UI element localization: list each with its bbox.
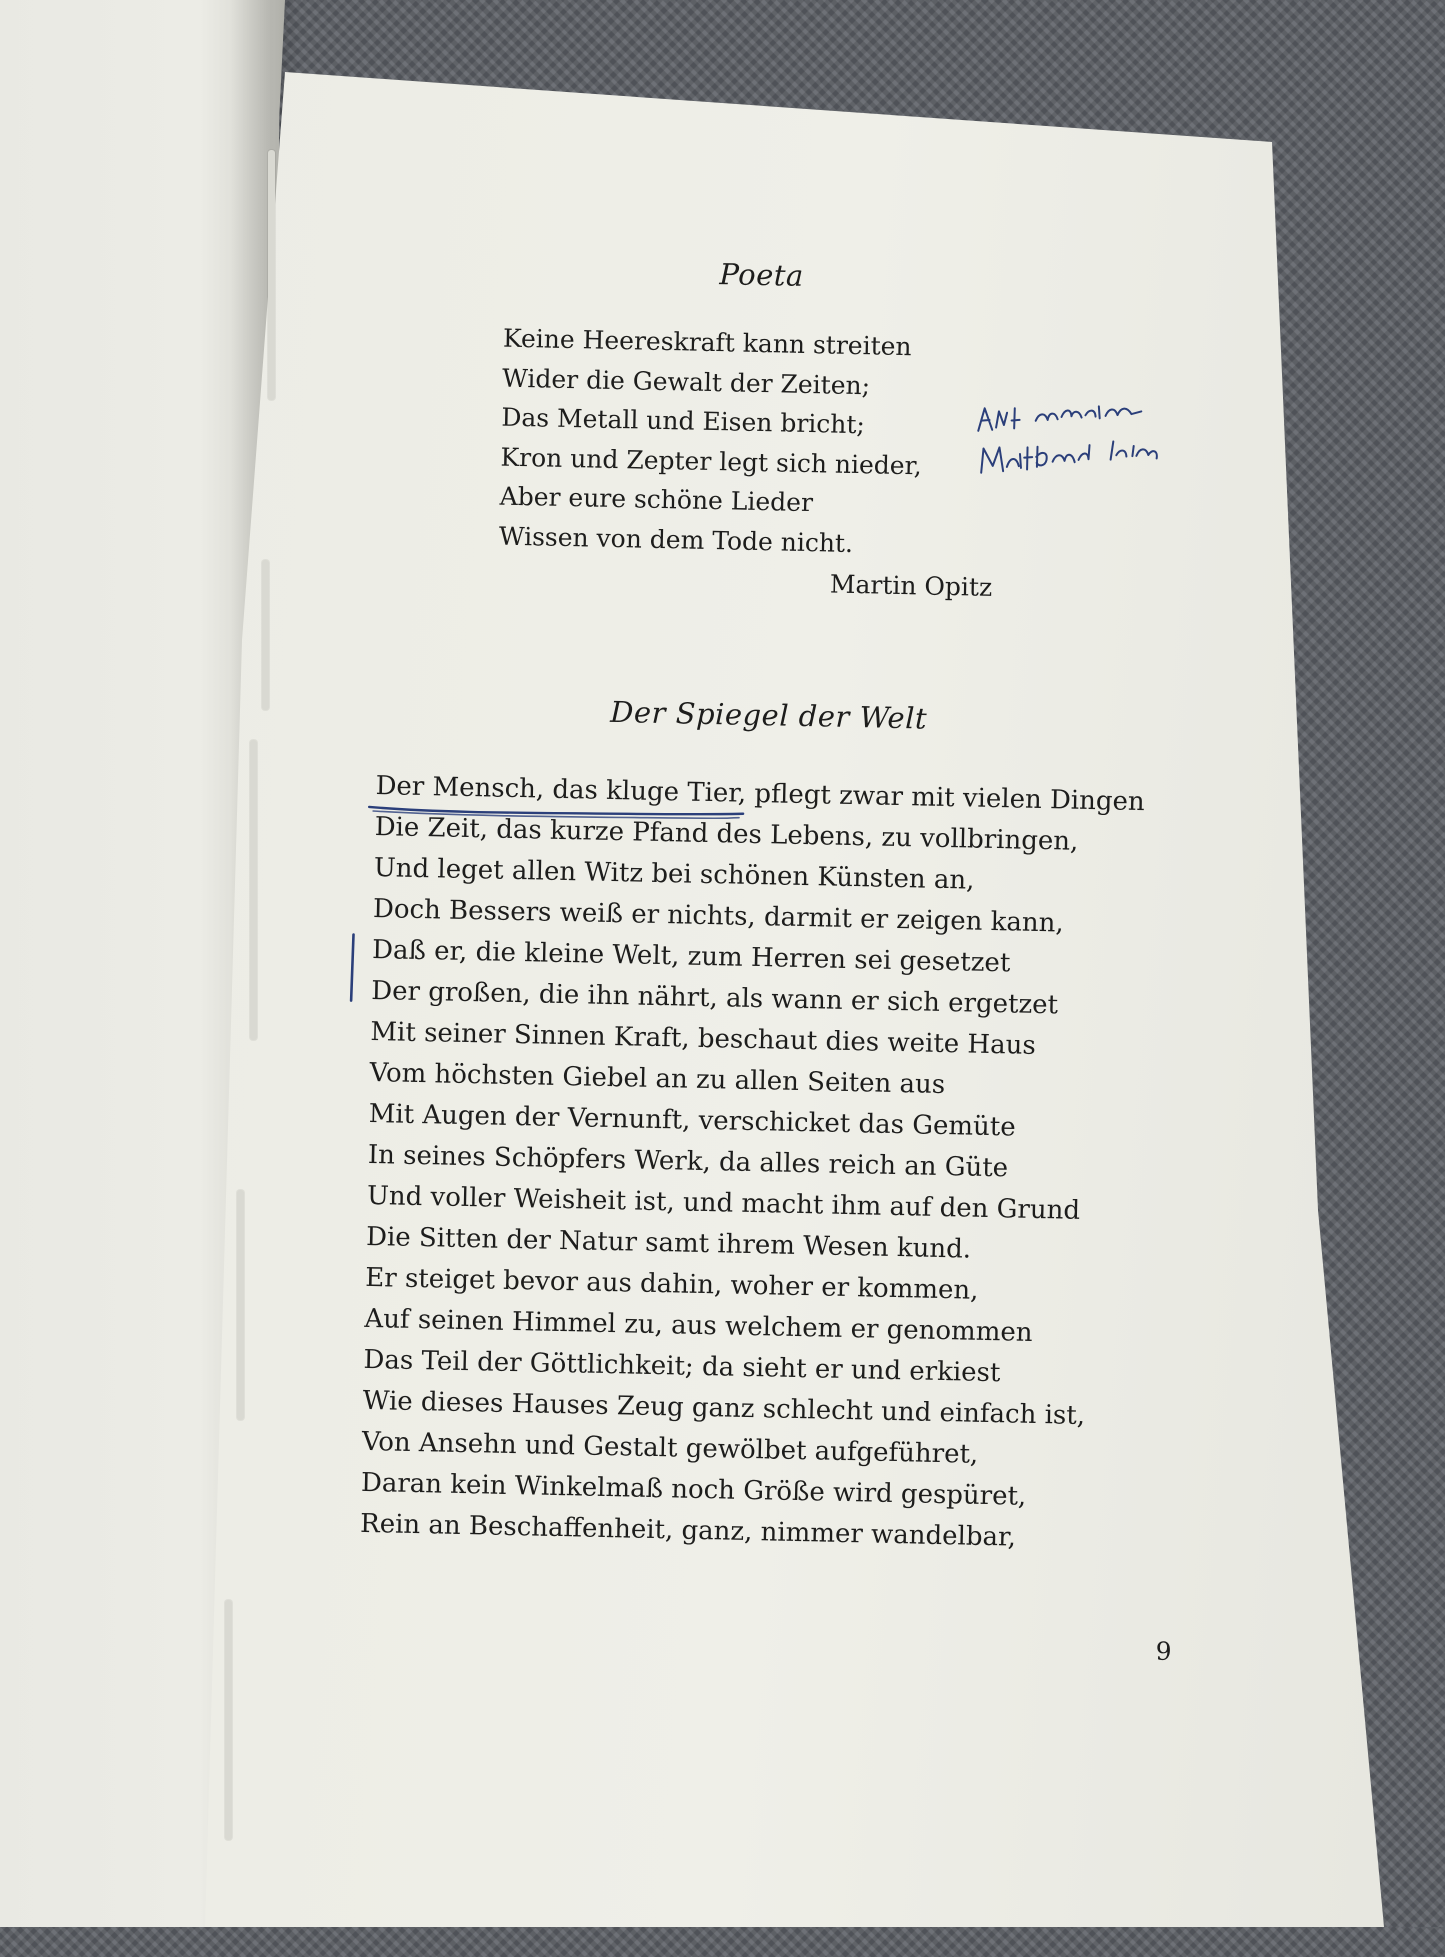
poem-line: Von Ansehn und Gestalt gewölbet aufgeführet, — [361, 1426, 979, 1470]
poem-spiegel — [360, 766, 1145, 1561]
poem-line: Rein an Beschaffenheit, ganz, nimmer wandelbar, — [359, 1508, 1017, 1553]
poem-line: Mit Augen der Vernunft, verschicket das Gemüte — [368, 1098, 1016, 1143]
poem-line: Aber eure schöne Lieder — [499, 481, 814, 518]
poem-line: Die Zeit, das kurze Pfand des Lebens, zu vollbringen, — [374, 812, 1079, 857]
poem-line: Mit seiner Sinnen Kraft, beschaut dies weite Haus — [370, 1016, 1037, 1061]
poem-line: Das Teil der Göttlichkeit; da sieht er und erkiest — [363, 1344, 1001, 1389]
poem-line: Wissen von dem Tode nicht. — [498, 521, 854, 558]
poem-line: Wie dieses Hauses Zeug ganz schlecht und einfach ist, — [362, 1385, 1086, 1432]
page-number: 9 — [1155, 1636, 1172, 1666]
poem-line: Der großen, die ihn nährt, als wann er sich ergetzet — [371, 975, 1059, 1021]
poem-poeta — [498, 319, 924, 565]
poem-line: Daran kein Winkelmaß noch Größe wird gespüret, — [360, 1467, 1027, 1512]
poem-line: Das Metall und Eisen bricht; — [501, 402, 866, 440]
poem-line: Der Mensch, das kluge Tier, pflegt zwar mit vielen Dingen — [375, 771, 1145, 818]
poem-line: Er steiget bevor aus dahin, woher er kommen, — [365, 1262, 979, 1306]
poem-line: Keine Heereskraft kann streiten — [502, 323, 912, 362]
poem-line: In seines Schöpfers Werk, da alles reich an Güte — [367, 1139, 1009, 1184]
poem-author: Martin Opitz — [829, 569, 993, 602]
poem-line: Und leget allen Witz bei schönen Künsten an, — [373, 853, 975, 896]
poem-line: Vom höchsten Giebel an zu allen Seiten aus — [369, 1057, 946, 1101]
poem-title-poeta: Poeta — [719, 257, 805, 293]
poem-line: Die Sitten der Natur samt ihrem Wesen kund. — [365, 1221, 972, 1265]
poem-line: Doch Bessers weiß er nichts, darmit er zeigen kann, — [372, 894, 1065, 939]
poem-line: Kron und Zepter legt sich nieder, — [500, 442, 923, 480]
pen-margin-mark — [347, 933, 358, 1003]
handwritten-annotation — [972, 383, 1238, 491]
poem-line: Und voller Weisheit ist, und macht ihm auf den Grund — [366, 1180, 1081, 1226]
poem-line: Auf seinen Himmel zu, aus welchem er genommen — [364, 1303, 1033, 1348]
poem-title-spiegel: Der Spiegel der Welt — [609, 694, 928, 736]
poem-line: Daß er, die kleine Welt, zum Herren sei gesetzet — [371, 935, 1011, 979]
poem-line: Wider die Gewalt der Zeiten; — [501, 363, 871, 400]
